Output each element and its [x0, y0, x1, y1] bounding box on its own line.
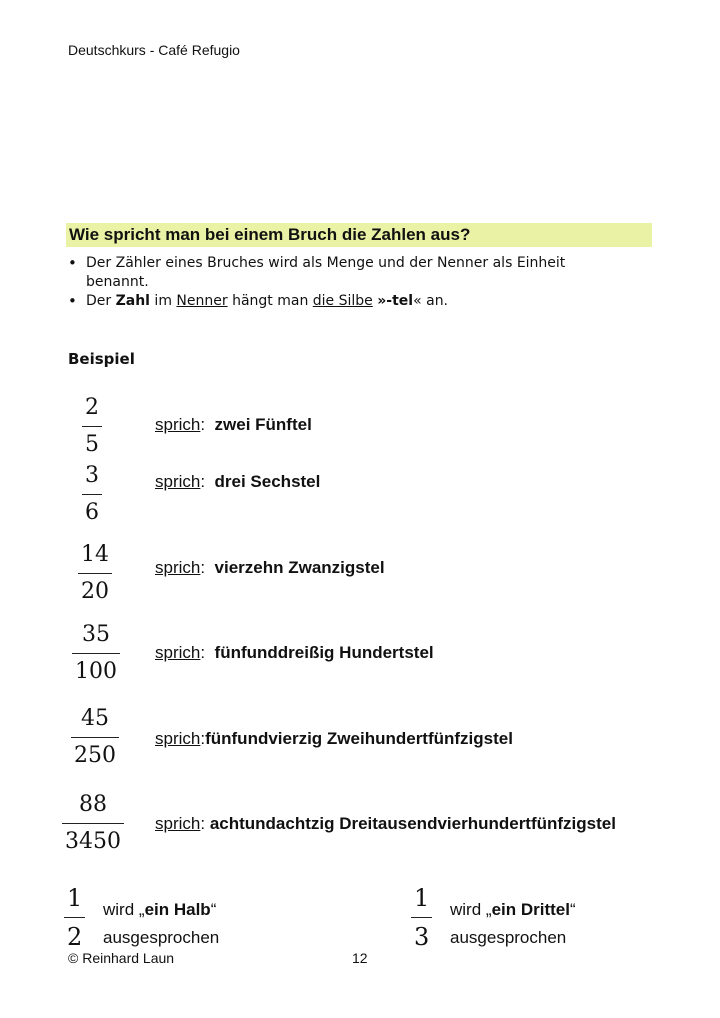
fraction: [62, 794, 124, 853]
fraction-bar: [78, 573, 112, 574]
fraction: [71, 708, 119, 767]
fraction-third: [411, 884, 432, 952]
fraction-numerator: 1: [67, 884, 83, 912]
bullet-text: hängt man: [227, 293, 313, 309]
reading-after: ausgesprochen: [103, 928, 220, 947]
fraction-numerator: 35: [82, 622, 110, 647]
term-zahl: Zahl: [115, 293, 150, 309]
reading-answer: fünfunddreißig Hundertstel: [214, 643, 434, 662]
fraction-denominator: 5: [85, 432, 99, 458]
footer-copyright: © Reinhard Laun: [68, 950, 175, 966]
fraction-denominator: 6: [85, 500, 99, 526]
fraction-numerator: 1: [414, 884, 430, 912]
example-reading: sprich: achtundachtzig Dreitausendvierhundertfünfzigstel: [155, 814, 616, 833]
fraction-bar: [62, 823, 124, 824]
bullet-list: [68, 254, 628, 311]
fraction: [78, 544, 112, 603]
reading-answer: achtundachtzig Dreitausendvierhundertfünfzigstel: [209, 814, 616, 833]
fraction: [82, 465, 102, 524]
reading-answer: vierzehn Zwanzigstel: [214, 558, 385, 577]
example-reading: sprich: vierzehn Zwanzigstel: [155, 558, 385, 577]
term-tel: »-tel: [377, 293, 414, 309]
reading-after: ausgesprochen: [450, 928, 567, 947]
sprich-label: sprich: [155, 415, 201, 434]
fraction-denominator: 3450: [65, 829, 121, 855]
fraction: [82, 397, 102, 456]
section-heading: Wie spricht man bei einem Bruch die Zahlen aus?: [66, 223, 652, 247]
page-number: 12: [352, 950, 368, 966]
fraction-denominator: 100: [75, 659, 117, 685]
reading-text: wird „: [450, 900, 492, 919]
bullet-item: [68, 254, 628, 292]
fraction-denominator: 250: [74, 743, 116, 769]
fraction-bar: [72, 653, 120, 654]
term-nenner: Nenner: [176, 293, 228, 309]
reading-text: “: [569, 900, 576, 919]
bullet-text: im: [149, 293, 177, 309]
reading-text: “: [210, 900, 217, 919]
bullet-item: [68, 292, 628, 311]
fraction-denominator: 3: [414, 923, 430, 952]
reading-name: ein Halb: [144, 900, 211, 919]
page-header: Deutschkurs - Café Refugio: [68, 42, 240, 58]
sprich-label: sprich: [155, 729, 201, 748]
third-reading: [450, 896, 576, 952]
bullet-text: Der Zähler eines Bruches wird als Menge und der Nenner als Einheit benannt.: [86, 255, 566, 290]
fraction-denominator: 20: [81, 579, 109, 605]
example-reading: sprich: zwei Fünftel: [155, 415, 312, 434]
fraction-denominator: 2: [67, 923, 83, 952]
fraction-bar: [71, 737, 119, 738]
fraction-bar: [82, 426, 102, 427]
reading-name: ein Drittel: [491, 900, 570, 919]
fraction-numerator: 45: [81, 706, 109, 731]
fraction-bar: [64, 917, 85, 918]
fraction-numerator: 3: [85, 463, 99, 488]
fraction-numerator: 88: [79, 792, 107, 817]
term-silbe: die Silbe: [312, 293, 373, 309]
reading-answer: drei Sechstel: [214, 472, 321, 491]
fraction: [72, 624, 120, 683]
bullet-text: « an.: [413, 293, 449, 309]
reading-text: wird „: [103, 900, 145, 919]
example-reading: sprich: drei Sechstel: [155, 472, 321, 491]
bullet-text: Der: [86, 293, 116, 309]
half-reading: [103, 896, 219, 952]
sprich-label: sprich: [155, 558, 201, 577]
reading-answer: zwei Fünftel: [214, 415, 312, 434]
fraction-numerator: 2: [85, 395, 99, 420]
sprich-label: sprich: [155, 814, 201, 833]
sprich-label: sprich: [155, 643, 201, 662]
example-reading: sprich: fünfunddreißig Hundertstel: [155, 643, 434, 662]
example-reading: sprich:fünfundvierzig Zweihundertfünfzigstel: [155, 729, 513, 748]
fraction-bar: [411, 917, 432, 918]
fraction-numerator: 14: [81, 542, 109, 567]
half-reading-line: [103, 896, 219, 924]
third-reading-line: [450, 896, 576, 924]
fraction-bar: [82, 494, 102, 495]
sprich-label: sprich: [155, 472, 201, 491]
example-label: Beispiel: [68, 350, 135, 368]
reading-answer: fünfundvierzig Zweihundertfünfzigstel: [205, 729, 513, 748]
fraction-half: [64, 884, 85, 952]
